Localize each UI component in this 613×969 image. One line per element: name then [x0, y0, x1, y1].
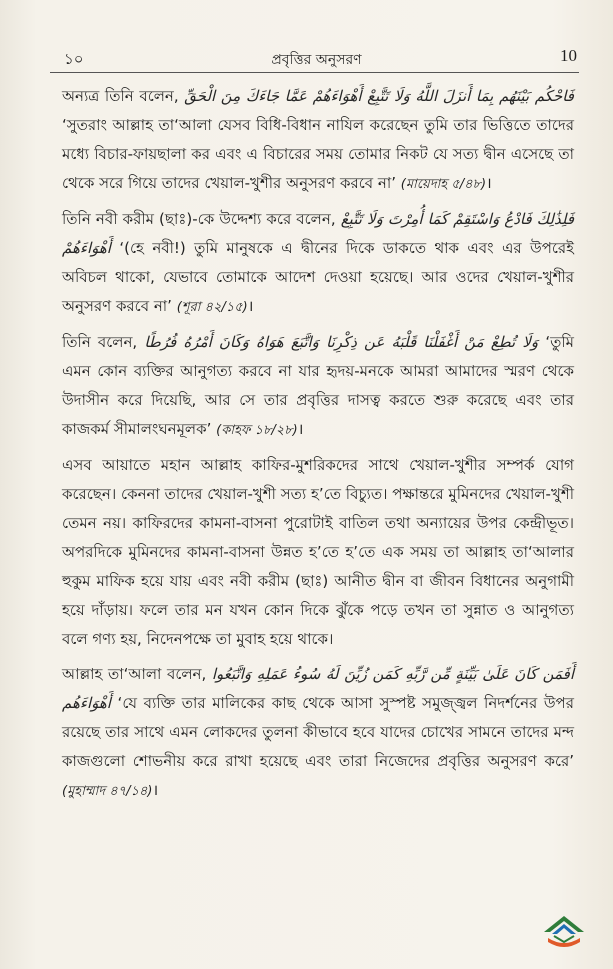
translation-text: ‘সুতরাং আল্লাহ তা‘আলা যেসব বিধি-বিধান নাযিল করেছেন তুমি তার ভিত্তিতে তাদের মধ্যে বিচার-ফায়ছালা কর এবং এ বিচারের সময় তোমার নিকট যে সত্য দ্বীন এসেছে তা থেকে সরে গিয়ে তাদের খেয়াল-খুশীর অনুসরণ করবে না’ [62, 116, 574, 192]
page-header [50, 46, 583, 72]
paragraph-lead: আল্লাহ তা‘আলা বলেন, [62, 665, 207, 683]
arabic-verse: أَفَمَن كَانَ عَلَىٰ بَيِّنَةٍ مِّن رَّبِّهِ كَمَن زُيِّنَ لَهُ سُوءُ عَمَلِهِ وَاتَّبَعُوا أَهْوَاءَهُم [62, 665, 574, 712]
verse-reference: (মায়েদাহ ৫/৪৮) [400, 177, 487, 192]
translation-text: ‘(হে নবী!) তুমি মানুষকে এ দ্বীনের দিকে ডাকতে থাক এবং এর উপরেই অবিচল থাকো, যেভাবে তোমাকে আদেশ দেওয়া হয়েছে। আর ওদের খেয়াল-খুশীর অনুসরণ করবে না’ [62, 239, 574, 315]
verse-reference: (মুহাম্মাদ ৪৭/১৪) [62, 784, 153, 799]
verse-reference: (কাহফ ১৮/২৮) [216, 423, 298, 438]
running-title: প্রবৃত্তির অনুসরণ [271, 52, 362, 68]
paragraph-4 [62, 451, 574, 654]
page-number: 10 [560, 46, 577, 65]
paragraph-5 [62, 660, 574, 806]
paragraph-1 [62, 82, 574, 199]
translation-text: ‘তুমি এমন কোন ব্যক্তির আনুগত্য করবে না যার হৃদয়-মনকে আমরা আমাদের স্মরণ থেকে উদাসীন করে দিয়েছি, আর সে তার প্রবৃত্তির দাসত্ব করতে শুরু করেছে এবং তার কাজকর্ম সীমালংঘনমূলক’ [62, 333, 574, 438]
page-body [62, 82, 574, 812]
sentence-end: । [152, 781, 159, 799]
paragraph-3 [62, 328, 574, 445]
sentence-end: । [297, 420, 304, 438]
commentary-text: এসব আয়াতে মহান আল্লাহ কাফির-মুশরিকদের সাথে খেয়াল-খুশীর সম্পর্ক যোগ করেছেন। কেননা তাদের খেয়াল-খুশী সত্য হ’তে বিচ্যুত। পক্ষান্তরে মুমিনদের খেয়াল-খুশী তেমন নয়। কাফিরদের কামনা-বাসনা পুরোটাই বাতিল তথা অন্যায়ের উপর কেন্দ্রীভূত। অপরদিকে মুমিনদের কামনা-বাসনা উন্নত হ’তে হ’তে এক সময় তা আল্লাহ তা‘আলার হুকুম মাফিক হয়ে যায় এবং নবী করীম (ছাঃ) আনীত দ্বীন বা জীবন বিধানের অনুগামী হয়ে দাঁড়ায়। ফলে তার মন যখন কোন দিকে ঝুঁকে পড়ে তখন তা সুন্নাত ও আনুগত্য বলে গণ্য হয়, নিদেনপক্ষে তা মুবাহ হয়ে থাকে। [62, 456, 574, 648]
arabic-verse: فَلِذَٰلِكَ فَادْعُ وَاسْتَقِمْ كَمَا أُمِرْتَ وَلَا تَتَّبِعْ أَهْوَاءَهُمْ [62, 210, 574, 257]
page-number-bengali: ১০ [64, 50, 84, 68]
translation-text: ‘যে ব্যক্তি তার মালিকের কাছ থেকে আসা সুস্পষ্ট সমুজ্জ্বল নিদর্শনের উপর রয়েছে তার সাথে এমন লোকদের তুলনা কীভাবে হবে যাদের চোখের সামনে তাদের মন্দ কাজগুলো শোভনীয় করে রাখা হয়েছে এবং তারা নিজেদের প্রবৃত্তির অনুসরণ করে’ [62, 694, 574, 770]
arabic-verse: فَاحْكُم بَيْنَهُم بِمَا أَنزَلَ اللَّهُ وَلَا تَتَّبِعْ أَهْوَاءَهُمْ عَمَّا جَاءَكَ مِنَ الْحَقِّ [184, 87, 574, 105]
verse-reference: (শূরা ৪২/১৫) [176, 300, 248, 315]
sentence-end: । [486, 174, 492, 192]
arabic-verse: وَلَا تُطِعْ مَنْ أَغْفَلْنَا قَلْبَهُ عَن ذِكْرِنَا وَاتَّبَعَ هَوَاهُ وَكَانَ أَمْرُهُ فُرُطًا [144, 333, 539, 351]
paragraph-lead: তিনি বলেন, [62, 333, 138, 351]
paragraph-lead: তিনি নবী করীম (ছাঃ)-কে উদ্দেশ্য করে বলেন, [62, 210, 336, 228]
header-divider [50, 72, 579, 73]
publisher-logo-icon [540, 912, 588, 952]
paragraph-lead: অন্যত্র তিনি বলেন, [62, 87, 179, 105]
paragraph-2 [62, 205, 574, 322]
sentence-end: । [247, 297, 254, 315]
